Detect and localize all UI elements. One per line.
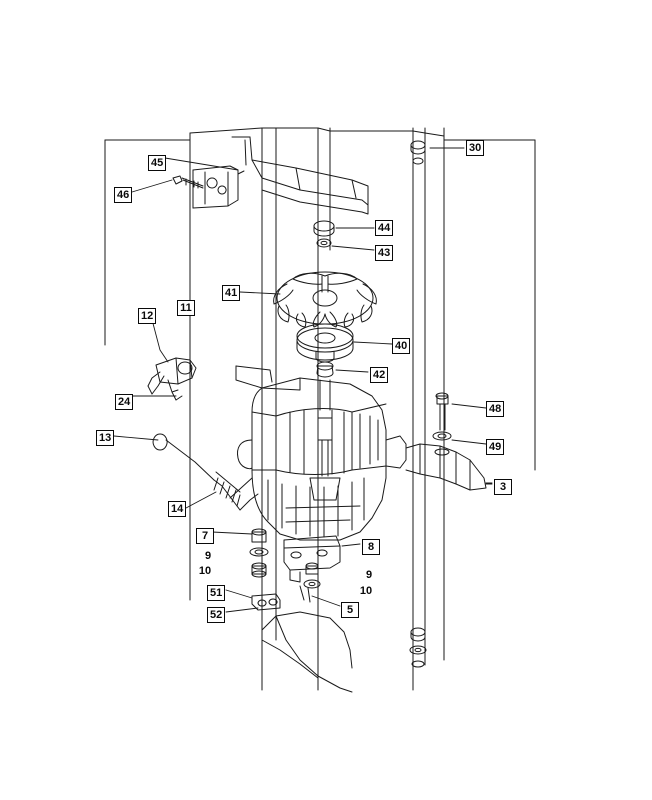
callout-46[interactable]: 46 — [114, 187, 132, 203]
callout-48[interactable]: 48 — [486, 401, 504, 417]
callout-9-left[interactable]: 9 — [204, 550, 212, 562]
callout-30[interactable]: 30 — [466, 140, 484, 156]
callout-24[interactable]: 24 — [115, 394, 133, 410]
fastener-group-left — [250, 529, 268, 577]
fastener-43 — [317, 239, 331, 247]
pulley-40 — [297, 324, 353, 362]
callout-14[interactable]: 14 — [168, 501, 186, 517]
mount-bracket-8 — [284, 536, 340, 582]
callout-10-left[interactable]: 10 — [198, 565, 212, 577]
input-shaft — [310, 380, 340, 500]
fastener-bottom-column — [410, 628, 426, 667]
callout-10-right[interactable]: 10 — [359, 585, 373, 597]
callout-51[interactable]: 51 — [207, 585, 225, 601]
callout-8[interactable]: 8 — [362, 539, 380, 555]
cooling-fan-41 — [274, 272, 377, 327]
leader-lines — [114, 148, 492, 612]
callout-45[interactable]: 45 — [148, 155, 166, 171]
callout-5[interactable]: 5 — [341, 602, 359, 618]
callout-42[interactable]: 42 — [370, 367, 388, 383]
callout-43[interactable]: 43 — [375, 245, 393, 261]
callout-44[interactable]: 44 — [375, 220, 393, 236]
bolt-46 — [173, 176, 203, 188]
callout-49[interactable]: 49 — [486, 439, 504, 455]
callout-52[interactable]: 52 — [207, 607, 225, 623]
fastener-44 — [314, 221, 334, 236]
spring-rod-13 — [153, 434, 258, 510]
callout-41[interactable]: 41 — [222, 285, 240, 301]
callout-12[interactable]: 12 — [138, 308, 156, 324]
callout-40[interactable]: 40 — [392, 338, 410, 354]
callout-3[interactable]: 3 — [494, 479, 512, 495]
callout-11[interactable]: 11 — [177, 300, 195, 316]
callout-9-right[interactable]: 9 — [365, 569, 373, 581]
callout-7[interactable]: 7 — [196, 528, 214, 544]
control-lever-12 — [148, 358, 196, 400]
fastener-42 — [317, 362, 333, 377]
callout-13[interactable]: 13 — [96, 430, 114, 446]
